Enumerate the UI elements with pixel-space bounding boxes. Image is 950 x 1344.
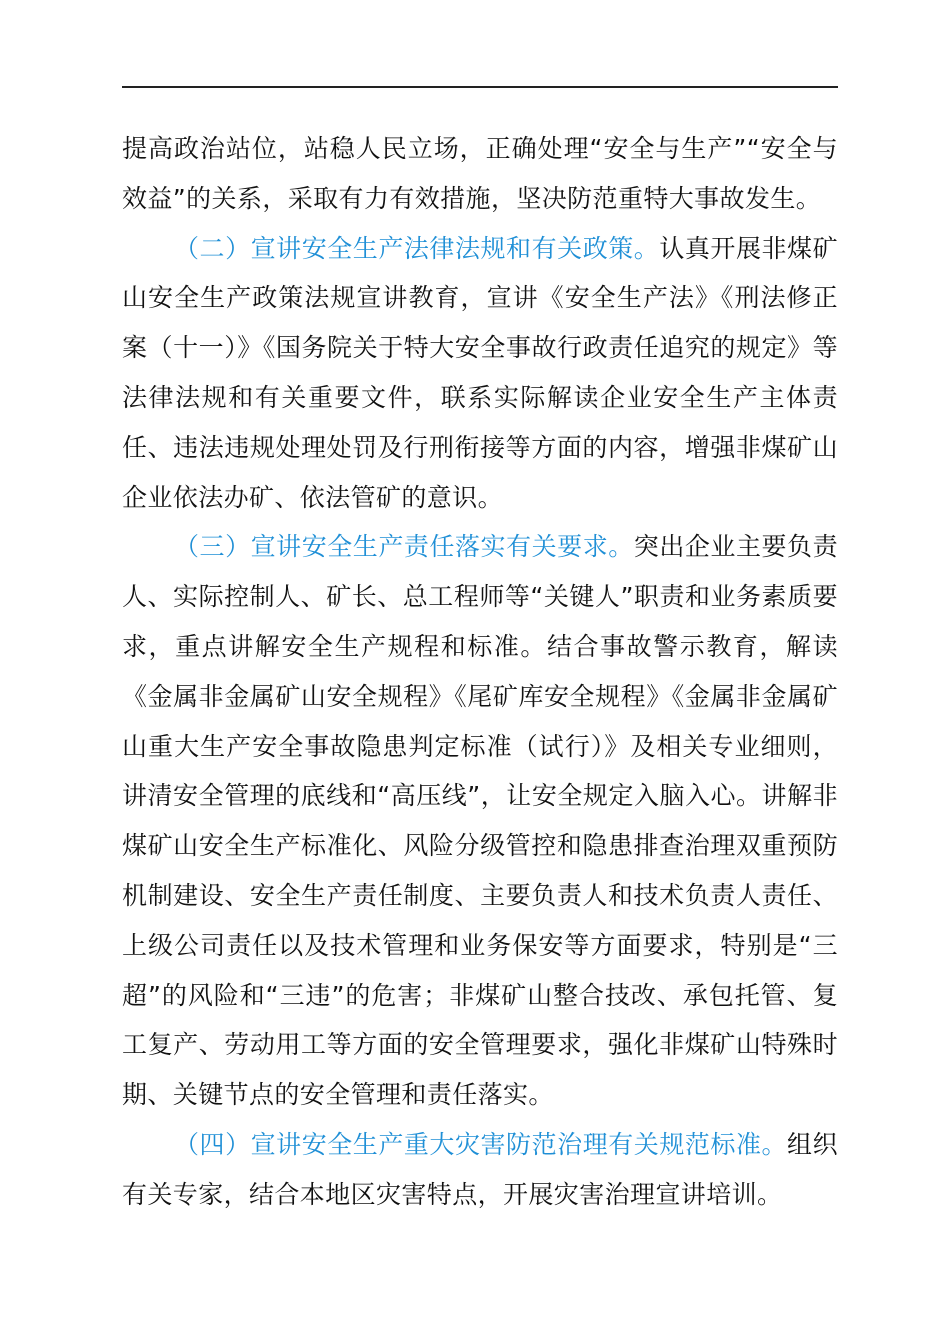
paragraph-section-4 <box>122 1120 838 1220</box>
document-body <box>122 124 838 1220</box>
paragraph-section-2 <box>122 224 838 523</box>
paragraph-section-3 <box>122 522 838 1120</box>
section-heading: （二）宣讲安全生产法律法规和有关政策。 <box>174 233 660 263</box>
section-heading: （四）宣讲安全生产重大灾害防范治理有关规范标准。 <box>174 1129 788 1159</box>
paragraph-body: 提高政治站位，站稳人民立场，正确处理“安全与生产”“安全与效益”的关系，采取有力有效措施，坚决防范重特大事故发生。 <box>122 134 838 213</box>
paragraph-body: 认真开展非煤矿山安全生产政策法规宣讲教育，宣讲《安全生产法》《刑法修正案（十一）》《国务院关于特大安全事故行政责任追究的规定》等法律法规和有关重要文件，联系实际解读企业安全生产主体责任、违法违规处理处罚及行刑衔接等方面的内容，增强非煤矿山企业依法办矿、依法管矿的意识。 <box>122 233 838 512</box>
paragraph-body: 突出企业主要负责人、实际控制人、矿长、总工程师等“关键人”职责和业务素质要求，重点讲解安全生产规程和标准。结合事故警示教育，解读《金属非金属矿山安全规程》《尾矿库安全规程》《金属非金属矿山重大生产安全事故隐患判定标准（试行）》及相关专业细则，讲清安全管理的底线和“高压线”，让安全规定入脑入心。讲解非煤矿山安全生产标准化、风险分级管控和隐患排查治理双重预防机制建设、安全生产责任制度、主要负责人和技术负责人责任、上级公司责任以及技术管理和业务保安等方面要求，特别是“三超”的风险和“三违”的危害；非煤矿山整合技改、承包托管、复工复产、劳动用工等方面的安全管理要求，强化非煤矿山特殊时期、关键节点的安全管理和责任落实。 <box>122 532 839 1110</box>
section-heading: （三）宣讲安全生产责任落实有关要求。 <box>174 532 634 562</box>
header-rule <box>122 86 838 88</box>
paragraph-body: 组织有关专家，结合本地区灾害特点，开展灾害治理宣讲培训。 <box>122 1129 838 1209</box>
paragraph-continuation <box>122 124 838 224</box>
